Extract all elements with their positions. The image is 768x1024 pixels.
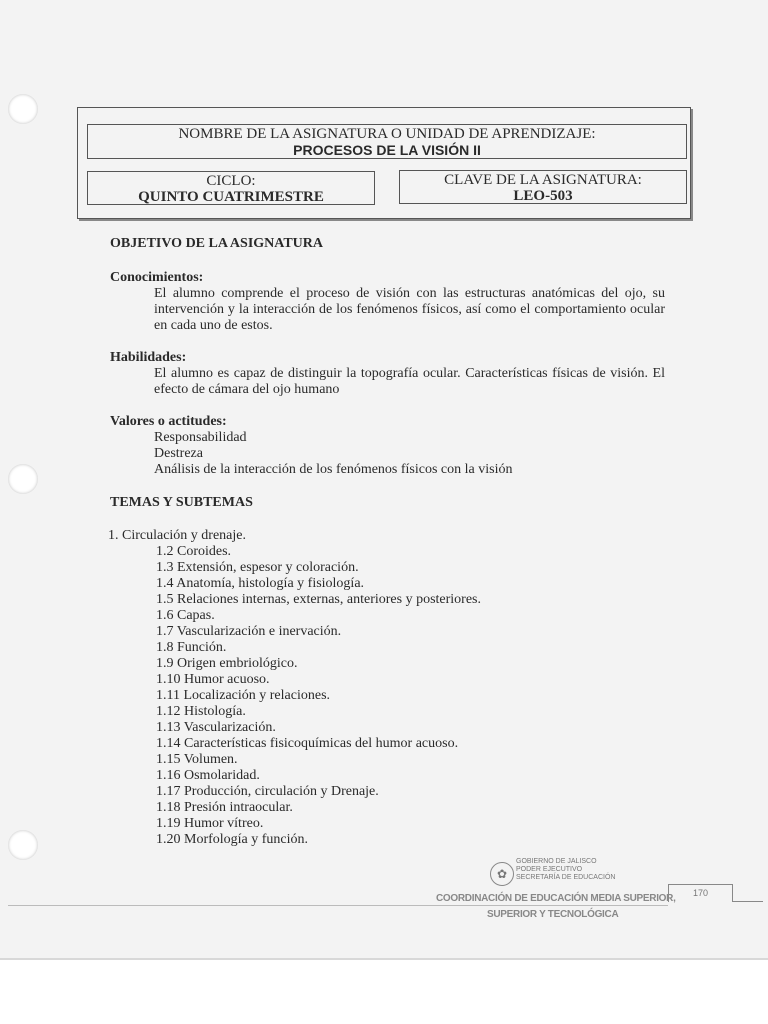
values-label: Valores o actitudes: [110,414,227,429]
list-item: 1.19 Humor vítreo. [156,816,264,831]
subject-name-box [87,124,687,159]
punch-hole [8,94,38,124]
knowledge-text: El alumno comprende el proceso de visión con las estructuras anatómicas del ojo, su intervención y la interacción de los fenómenos físicos, así como el comportamiento ocular en cada uno de estos. [154,286,665,333]
page-number-divider [733,901,763,902]
footer-divider [8,905,668,906]
list-item: 1.5 Relaciones internas, externas, anteriores y posteriores. [156,592,482,607]
code-box [399,170,687,204]
values-item: Responsabilidad [154,430,247,445]
code-label: CLAVE DE LA ASIGNATURA: [444,172,642,188]
list-item: 1.9 Origen embriológico. [156,656,298,671]
code-value: LEO-503 [513,188,573,204]
cycle-box [87,171,375,205]
coordination-line-2: SUPERIOR Y TECNOLÓGICA [487,909,619,920]
page-edge [0,958,768,960]
values-item: Destreza [154,446,203,461]
values-item: Análisis de la interacción de los fenómenos físicos con la visión [154,462,513,477]
topics-list [110,528,665,848]
skills-text: El alumno es capaz de distinguir la topografía ocular. Características físicas de visión. El efecto de cámara del ojo humano [154,366,665,397]
list-item: 1.20 Morfología y función. [156,832,309,847]
skills-label: Habilidades: [110,350,187,365]
list-item: 1.10 Humor acuoso. [156,672,270,687]
list-item: 1.13 Vascularización. [156,720,276,735]
list-item: 1.14 Características fisicoquímicas del humor acuoso. [156,736,459,751]
list-item: 1.4 Anatomía, histología y fisiología. [156,576,365,591]
list-item: 1.11 Localización y relaciones. [156,688,331,703]
cycle-label: CICLO: [206,173,256,189]
punch-hole [8,830,38,860]
government-logo [490,858,620,888]
coordination-line-1: COORDINACIÓN DE EDUCACIÓN MEDIA SUPERIOR, [436,893,676,904]
cycle-value: QUINTO CUATRIMESTRE [138,189,324,205]
page-number: 170 [668,884,733,902]
punch-hole [8,464,38,494]
list-item: 1.7 Vascularización e inervación. [156,624,342,639]
list-item: 1.15 Volumen. [156,752,238,767]
knowledge-label: Conocimientos: [110,270,204,285]
list-item: 1.17 Producción, circulación y Drenaje. [156,784,379,799]
topics-title: TEMAS Y SUBTEMAS [110,495,253,510]
logo-line: PODER EJECUTIVO [516,866,583,873]
list-item: 1.18 Presión intraocular. [156,800,293,815]
topic-main: 1. Circulación y drenaje. [108,528,247,543]
subject-header [77,107,691,219]
logo-line: SECRETARÍA DE EDUCACIÓN [516,874,616,881]
objective-title: OBJETIVO DE LA ASIGNATURA [110,236,324,251]
list-item: 1.12 Histología. [156,704,246,719]
logo-line: GOBIERNO DE JALISCO [516,858,597,865]
list-item: 1.3 Extensión, espesor y coloración. [156,560,359,575]
seal-icon: ✿ [490,862,514,886]
subject-name-label: NOMBRE DE LA ASIGNATURA O UNIDAD DE APRENDIZAJE: [178,126,596,142]
list-item: 1.6 Capas. [156,608,215,623]
list-item: 1.8 Función. [156,640,227,655]
document-content [110,236,665,848]
subject-name-value: PROCESOS DE LA VISIÓN II [293,142,481,158]
list-item: 1.16 Osmolaridad. [156,768,260,783]
list-item: 1.2 Coroides. [156,544,232,559]
